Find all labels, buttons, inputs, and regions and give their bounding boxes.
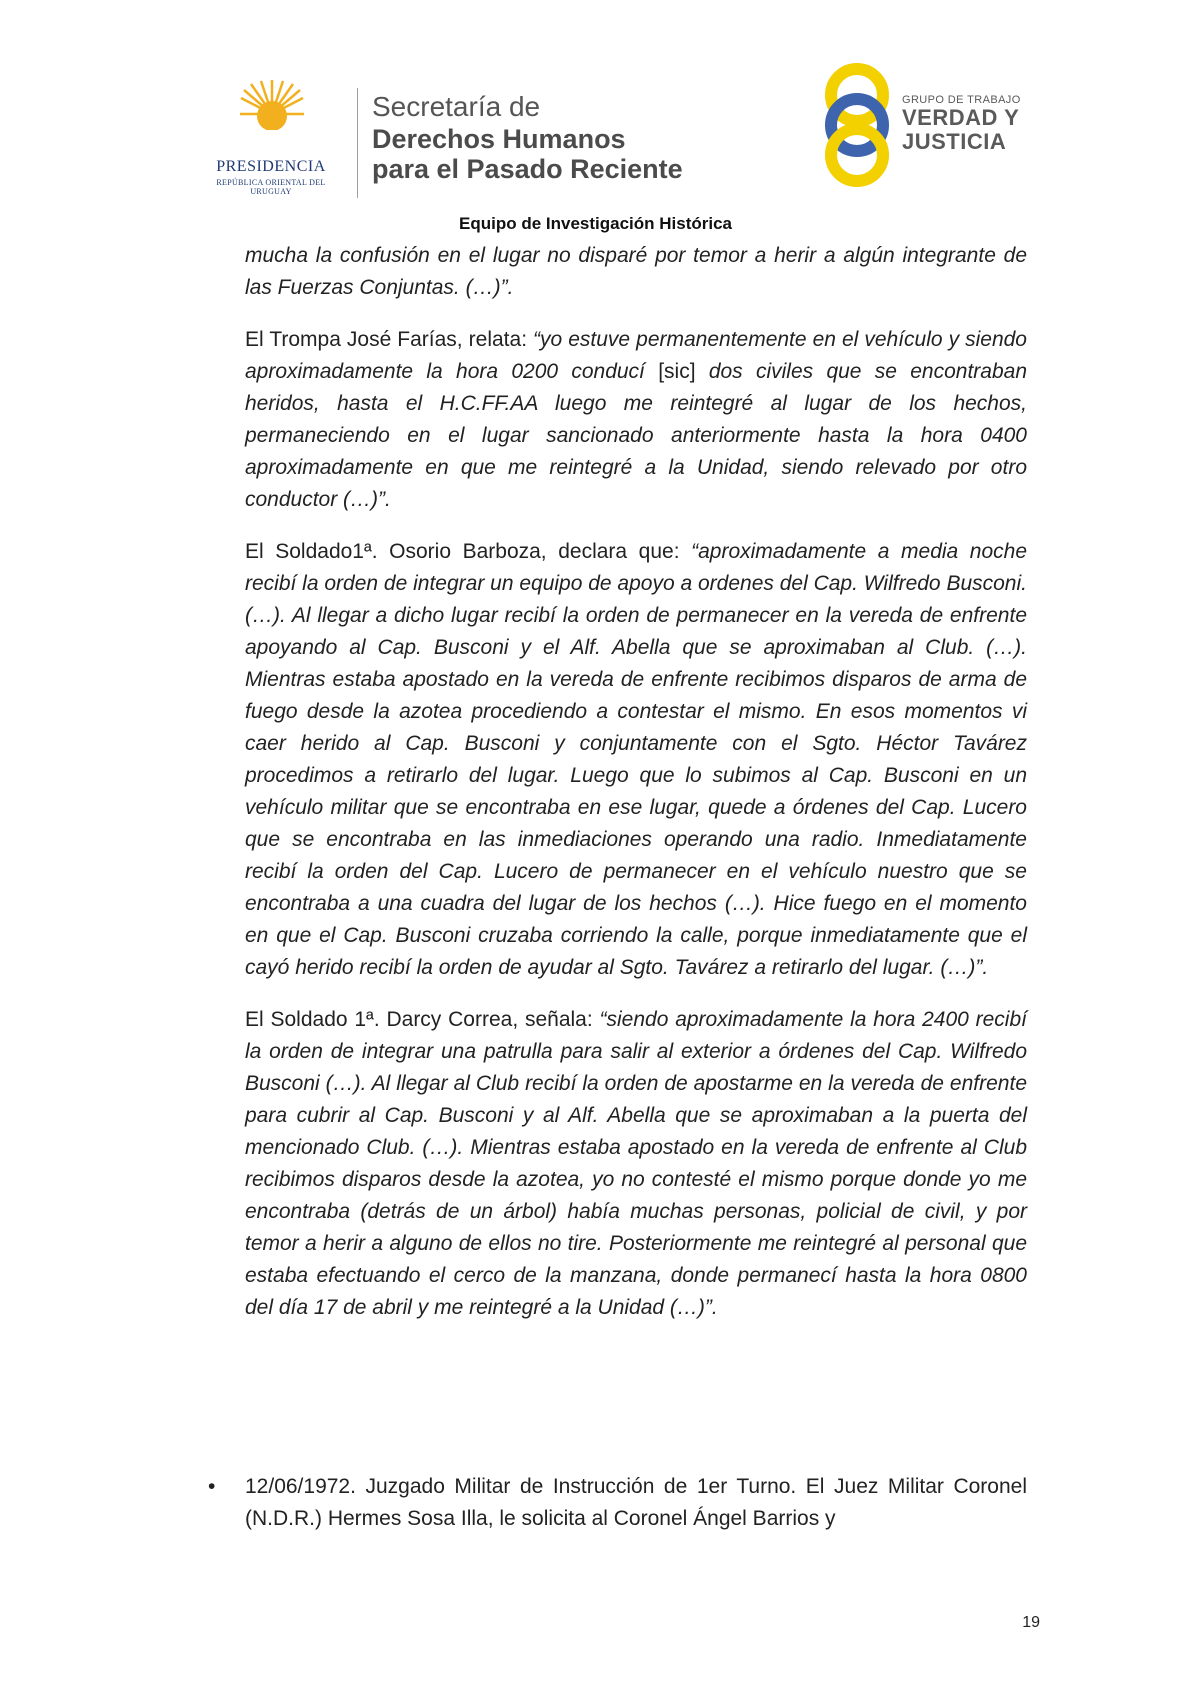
paragraph-osorio-barboza [245,536,1027,984]
section-heading: Equipo de Investigación Histórica [459,214,732,233]
sun-emblem-icon [239,78,305,144]
gvj-line-3: JUSTICIA [902,129,1007,154]
quote-text: “siendo aproximadamente la hora 2400 recibí la orden de integrar una patrulla para salir al exterior a órdenes del Cap. Wilfredo Busconi (…). Al llegar al Club recibí la orden de apostarme en la vereda de enfrente para cubrir al Cap. Busconi y al Alf. Abella que se aproximaban a la puerta del mencionado Club. (…). Mientras estaba apostado en la vereda de enfrente al Club recibimos disparos desde la azotea, yo no contesté el mismo porque donde yo me encontraba (detrás de un árbol) había muchas personas, policial de civil, y por temor a herir a alguno de ellos no tire. Posteriormente me reintegré al personal que estaba efectuando el cerco de la manzana, donde permanecí hasta la hora 0800 del día 17 de abril y me reintegré a la Unidad (…)”. [245,1008,1027,1319]
sic-text: [sic] [644,360,709,383]
verdad-justicia-logo [812,62,1032,188]
quote-text: mucha la confusión en el lugar no disparé por temor a herir a algún integrante de las Fuerzas Conjuntas. (…)”. [245,244,1027,299]
secretaria-logo-text [372,90,683,184]
verdad-justicia-logo-icon [812,62,902,188]
lead-text: El Trompa José Farías, relata: [245,328,534,351]
paragraph-farias [245,324,1027,516]
presidencia-title: PRESIDENCIA [216,158,326,175]
quote-text: “yo estuve permanentemente en el vehículo y siendo aproximadamente la hora 0200 conducí [245,328,1027,383]
lead-text: El Soldado 1ª. Darcy Correa, señala: [245,1008,600,1031]
page-header [0,60,1191,210]
document-body [245,240,1027,1344]
paragraph-darcy-correa [245,1004,1027,1324]
bullet-text: 12/06/1972. Juzgado Militar de Instrucción de 1er Turno. El Juez Militar Coronel (N.D.R.) Hermes Sosa Illa, le solicita al Coronel Ángel Barrios y [245,1475,1027,1530]
paragraph-continuation [245,240,1027,304]
header-divider [357,88,358,198]
gvj-line-1: GRUPO DE TRABAJO [902,94,1021,106]
presidencia-subtitle: REPÚBLICA ORIENTAL DEL URUGUAY [216,178,326,196]
presidencia-logo [196,78,346,198]
lead-text: El Soldado1ª. Osorio Barboza, declara que: [245,540,692,563]
secretaria-line-1: Secretaría de [372,91,541,122]
quote-text: “aproximadamente a media noche recibí la orden de integrar un equipo de apoyo a ordenes del Cap. Wilfredo Busconi. (…). Al llegar a dicho lugar recibí la orden de permanecer en la vereda de enfrente apoyando al Cap. Busconi y el Alf. Abella que se aproximaban al Club. (…). Mientras estaba apostado en la vereda de enfrente recibimos disparos de arma de fuego desde la azotea procediendo a contestar el mismo. En esos momentos vi caer herido al Cap. Busconi y conjuntamente con el Sgto. Héctor Tavárez procedimos a retirarlo del lugar. Luego que lo subimos al Cap. Busconi en un vehículo militar que se encontraba en ese lugar, quede a órdenes del Cap. Lucero que se encontraba en las inmediaciones operando una radio. Inmediatamente recibí la orden del Cap. Lucero de permanecer en el vehículo nuestro que se encontraba a una cuadra del lugar de los hechos (…). Hice fuego en el momento en que el Cap. Busconi cruzaba corriendo la calle, porque inmediatamente que el cayó herido recibí la orden de ayudar al Sgto. Tavárez a retirarlo del lugar. (…)”. [245,540,1027,979]
secretaria-line-2: Derechos Humanos [372,124,626,154]
bullet-icon: • [208,1475,216,1498]
gvj-line-2: VERDAD Y [902,105,1020,130]
page-number: 19 [1022,1614,1040,1631]
quote-text-2: dos civiles que se encontraban heridos, hasta el H.C.FF.AA luego me reintegré al lugar de los hechos, permaneciendo en el lugar sancionado anteriormente hasta la hora 0400 aproximadamente en que me reintegré a la Unidad, siendo relevado por otro conductor (…)”. [245,360,1027,511]
secretaria-line-3: para el Pasado Reciente [372,154,683,184]
